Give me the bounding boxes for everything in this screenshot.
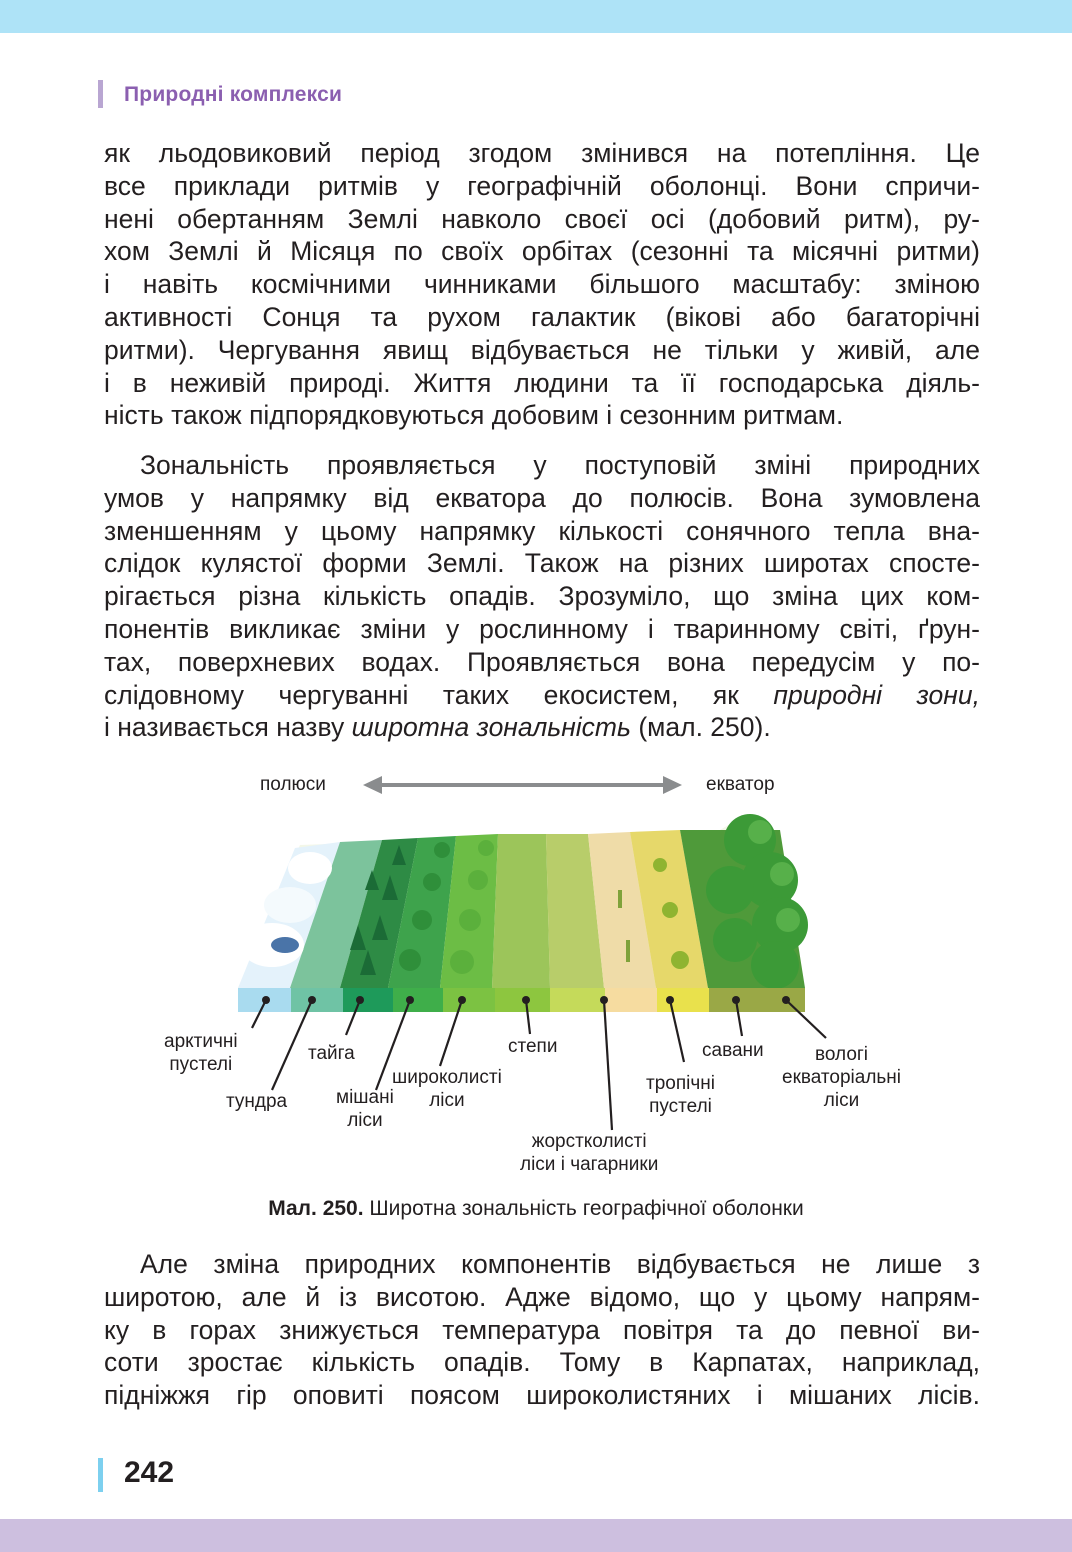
text-line: соти зростає кількість опадів. Тому в Карпатах, наприклад,	[104, 1347, 980, 1378]
text-line: ку в горах знижується температура повітря та до певної ви-	[104, 1314, 980, 1345]
label-mixed-forests: мішані ліси	[336, 1087, 394, 1131]
arrow-label-equator: екватор	[706, 774, 775, 795]
text-line: і навіть космічними чинниками більшого масштабу: зміною	[104, 269, 980, 300]
label-steppes: степи	[508, 1036, 558, 1057]
figure-reference: (мал. 250).	[638, 712, 771, 743]
label-broadleaf-forests: широколисті ліси	[392, 1067, 502, 1111]
paragraph-1	[104, 137, 980, 432]
text-line: все приклади ритмів у географічній оболонці. Вони спричи-	[104, 170, 980, 201]
text-line: широтою, але й із висотою. Адже відомо, що у цьому напрям-	[104, 1281, 980, 1312]
zonality-figure	[160, 770, 940, 1190]
text-line: зменшенням у цьому напрямку кількості сонячного тепла вна-	[104, 515, 980, 546]
arrow-label-poles: полюси	[260, 774, 326, 795]
zonality-illustration	[160, 770, 940, 1190]
caption-label: Мал. 250.	[268, 1197, 364, 1220]
text-line: хом Землі й Місяця по своїх орбітах (сезонні та місячні ритми)	[104, 236, 980, 267]
paragraph-3	[104, 1248, 980, 1412]
caption-text: Широтна зональність географічної оболонки	[369, 1197, 804, 1220]
text-line: тах, поверхневих водах. Проявляється вона передусім у по-	[104, 646, 980, 677]
top-color-band	[0, 0, 1072, 33]
text-line: Але зміна природних компонентів відбувається не лише з	[140, 1249, 980, 1279]
arrow-right-head	[663, 776, 682, 794]
text-line	[104, 679, 980, 712]
label-tundra: тундра	[226, 1091, 288, 1112]
zone-steppe-terrain	[492, 834, 550, 988]
text-line: активності Сонця та рухом галактик (вікові або багаторічні	[104, 301, 980, 332]
label-taiga: тайга	[308, 1043, 355, 1064]
bottom-color-band	[0, 1519, 1072, 1552]
label-savannas: савани	[702, 1040, 764, 1061]
snow-drift	[264, 887, 316, 923]
text-line: і в неживій природі. Життя людини та її господарська діяль-	[104, 367, 980, 398]
paragraph-2	[104, 449, 980, 744]
text-line: підніжжя гір оповиті поясом широколистяних і мішаних лісів.	[104, 1380, 980, 1411]
snow-drift	[288, 852, 332, 884]
label-arctic-deserts: арктичні пустелі	[164, 1031, 238, 1075]
label-tropical-deserts: тропічні пустелі	[646, 1073, 715, 1117]
text-line: слідок кулястої форми Землі. Також на різних широтах спосте-	[104, 548, 980, 579]
label-sclerophyll-forests: жорстколисті ліси і чагарники	[520, 1131, 659, 1175]
label-equatorial-forests: вологі екваторіальні ліси	[782, 1044, 902, 1111]
figure-caption	[0, 1197, 1072, 1221]
term-natural-zones: природні зони,	[773, 679, 980, 710]
text-line: умов у напрямку від екватора до полюсів. Вона зумовлена	[104, 482, 980, 513]
text-line: Зональність проявляється у поступовій зміні природних	[140, 450, 980, 480]
page-number-accent-bar	[98, 1458, 103, 1492]
text-line: ність також підпорядковуються добовим і сезонним ритмам.	[104, 400, 844, 431]
text-fragment: слідовному чергуванні таких екосистем, як	[104, 679, 739, 710]
section-title: Природні комплекси	[124, 83, 343, 106]
term-latitudinal-zonality: широтна зональність	[351, 712, 631, 743]
header-accent-bar	[98, 80, 103, 108]
text-line: рігається різна кількість опадів. Зрозуміло, що зміна цих ком-	[104, 581, 980, 612]
page-number: 242	[124, 1456, 175, 1489]
text-line: понентів викликає зміни у рослинному і тваринному світі, ґрун-	[104, 613, 980, 644]
text-line: як льодовиковий період згодом змінився на потепління. Це	[104, 138, 980, 168]
zone-color-strip	[238, 988, 805, 1012]
arrow-left-head	[363, 776, 382, 794]
text-line	[104, 711, 980, 744]
text-fragment: і називається назву	[104, 712, 345, 743]
ice-hollow	[271, 937, 299, 953]
text-line: нені обертанням Землі навколо своєї осі (добовий ритм), ру-	[104, 203, 980, 234]
text-line: ритми). Чергування явищ відбувається не тільки у живій, але	[104, 334, 980, 365]
